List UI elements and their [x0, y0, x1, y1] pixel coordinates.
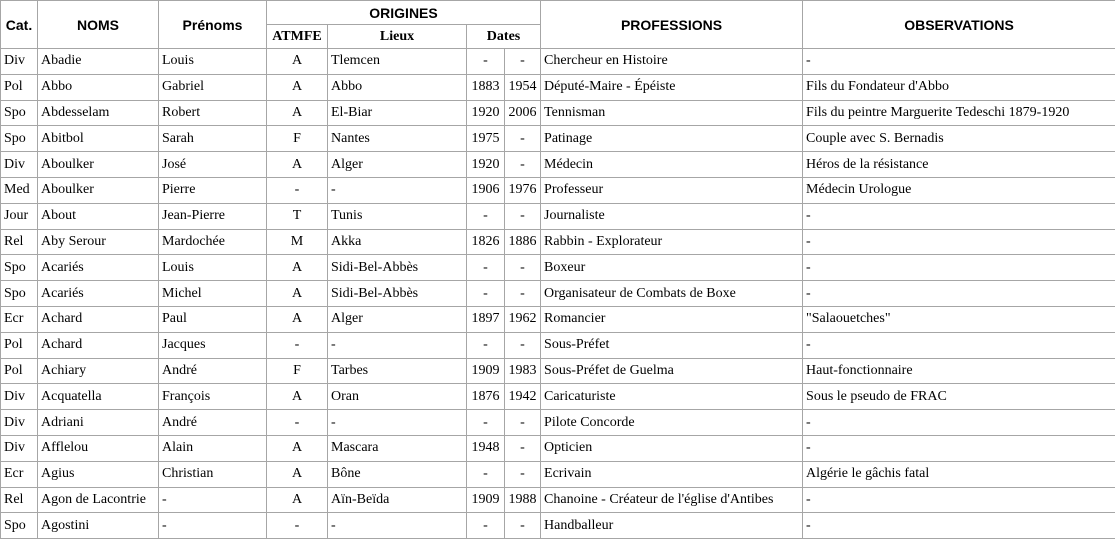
- table-row: [1, 152, 1115, 178]
- cell-prenom: -: [159, 513, 267, 539]
- cell-prenom: Michel: [159, 281, 267, 307]
- cell-date-end: -: [505, 513, 541, 539]
- cell-atmfe: T: [267, 203, 328, 229]
- cell-lieu: Alger: [328, 306, 467, 332]
- cell-prenom: Gabriel: [159, 74, 267, 100]
- header-cat: Cat.: [1, 1, 38, 49]
- cell-nom: Abadie: [38, 49, 159, 75]
- cell-prenom: Louis: [159, 49, 267, 75]
- cell-atmfe: F: [267, 126, 328, 152]
- cell-prenom: André: [159, 358, 267, 384]
- cell-nom: Abbo: [38, 74, 159, 100]
- cell-cat: Div: [1, 410, 38, 436]
- table-row: [1, 358, 1115, 384]
- cell-atmfe: -: [267, 513, 328, 539]
- cell-cat: Spo: [1, 513, 38, 539]
- cell-atmfe: A: [267, 255, 328, 281]
- table-row: [1, 74, 1115, 100]
- table-body: [1, 49, 1115, 539]
- cell-date-end: 1886: [505, 229, 541, 255]
- cell-cat: Ecr: [1, 306, 38, 332]
- cell-date-start: -: [467, 281, 505, 307]
- table-row: [1, 100, 1115, 126]
- cell-profession: Sous-Préfet de Guelma: [541, 358, 803, 384]
- cell-lieu: Sidi-Bel-Abbès: [328, 281, 467, 307]
- cell-prenom: Mardochée: [159, 229, 267, 255]
- table-row: [1, 384, 1115, 410]
- cell-date-end: -: [505, 281, 541, 307]
- header-row: [1, 1, 1115, 25]
- cell-atmfe: A: [267, 487, 328, 513]
- cell-date-end: -: [505, 126, 541, 152]
- cell-date-start: -: [467, 461, 505, 487]
- cell-observation: Haut-fonctionnaire: [803, 358, 1115, 384]
- header-observations: OBSERVATIONS: [803, 1, 1115, 49]
- cell-date-start: -: [467, 203, 505, 229]
- cell-observation: -: [803, 332, 1115, 358]
- cell-profession: Boxeur: [541, 255, 803, 281]
- cell-observation: Héros de la résistance: [803, 152, 1115, 178]
- cell-prenom: François: [159, 384, 267, 410]
- cell-observation: Médecin Urologue: [803, 177, 1115, 203]
- table-row: [1, 49, 1115, 75]
- cell-lieu: Bône: [328, 461, 467, 487]
- cell-atmfe: A: [267, 74, 328, 100]
- cell-nom: Aboulker: [38, 152, 159, 178]
- cell-observation: Algérie le gâchis fatal: [803, 461, 1115, 487]
- cell-nom: Acariés: [38, 281, 159, 307]
- cell-nom: Achiary: [38, 358, 159, 384]
- cell-profession: Chercheur en Histoire: [541, 49, 803, 75]
- table-row: [1, 513, 1115, 539]
- cell-profession: Professeur: [541, 177, 803, 203]
- cell-date-start: -: [467, 332, 505, 358]
- cell-nom: Achard: [38, 306, 159, 332]
- cell-profession: Journaliste: [541, 203, 803, 229]
- cell-nom: Agostini: [38, 513, 159, 539]
- cell-cat: Div: [1, 384, 38, 410]
- cell-date-end: 1962: [505, 306, 541, 332]
- cell-date-start: 1920: [467, 100, 505, 126]
- cell-atmfe: A: [267, 152, 328, 178]
- cell-lieu: Alger: [328, 152, 467, 178]
- cell-date-end: -: [505, 152, 541, 178]
- cell-date-start: 1948: [467, 435, 505, 461]
- cell-profession: Ecrivain: [541, 461, 803, 487]
- cell-atmfe: A: [267, 281, 328, 307]
- cell-nom: About: [38, 203, 159, 229]
- header-origines: ORIGINES: [267, 1, 541, 25]
- cell-date-end: -: [505, 332, 541, 358]
- cell-lieu: El-Biar: [328, 100, 467, 126]
- cell-atmfe: -: [267, 177, 328, 203]
- cell-profession: Député-Maire - Épéiste: [541, 74, 803, 100]
- cell-cat: Ecr: [1, 461, 38, 487]
- table-row: [1, 229, 1115, 255]
- cell-profession: Patinage: [541, 126, 803, 152]
- cell-lieu: Nantes: [328, 126, 467, 152]
- header-lieux: Lieux: [328, 25, 467, 49]
- cell-atmfe: A: [267, 435, 328, 461]
- cell-date-start: -: [467, 410, 505, 436]
- cell-cat: Jour: [1, 203, 38, 229]
- cell-date-start: 1975: [467, 126, 505, 152]
- cell-atmfe: A: [267, 100, 328, 126]
- cell-prenom: José: [159, 152, 267, 178]
- cell-observation: -: [803, 49, 1115, 75]
- cell-nom: Agius: [38, 461, 159, 487]
- cell-date-end: -: [505, 255, 541, 281]
- cell-lieu: Abbo: [328, 74, 467, 100]
- cell-nom: Agon de Lacontrie: [38, 487, 159, 513]
- cell-prenom: -: [159, 487, 267, 513]
- cell-atmfe: -: [267, 332, 328, 358]
- cell-observation: -: [803, 410, 1115, 436]
- cell-lieu: Tarbes: [328, 358, 467, 384]
- cell-date-end: 1942: [505, 384, 541, 410]
- cell-date-start: 1920: [467, 152, 505, 178]
- table-row: [1, 203, 1115, 229]
- cell-atmfe: F: [267, 358, 328, 384]
- cell-date-end: 2006: [505, 100, 541, 126]
- cell-profession: Pilote Concorde: [541, 410, 803, 436]
- cell-profession: Caricaturiste: [541, 384, 803, 410]
- cell-date-end: 1954: [505, 74, 541, 100]
- header-dates: Dates: [467, 25, 541, 49]
- cell-prenom: Alain: [159, 435, 267, 461]
- cell-date-start: 1909: [467, 358, 505, 384]
- cell-atmfe: A: [267, 49, 328, 75]
- cell-prenom: Jacques: [159, 332, 267, 358]
- cell-profession: Chanoine - Créateur de l'église d'Antibes: [541, 487, 803, 513]
- header-noms: NOMS: [38, 1, 159, 49]
- cell-prenom: André: [159, 410, 267, 436]
- cell-cat: Pol: [1, 332, 38, 358]
- cell-cat: Rel: [1, 487, 38, 513]
- cell-observation: Couple avec S. Bernadis: [803, 126, 1115, 152]
- table-row: [1, 255, 1115, 281]
- table-row: [1, 306, 1115, 332]
- cell-date-start: 1906: [467, 177, 505, 203]
- cell-prenom: Paul: [159, 306, 267, 332]
- cell-date-start: 1876: [467, 384, 505, 410]
- cell-observation: Fils du Fondateur d'Abbo: [803, 74, 1115, 100]
- cell-observation: -: [803, 487, 1115, 513]
- cell-date-end: -: [505, 461, 541, 487]
- cell-cat: Spo: [1, 126, 38, 152]
- cell-date-end: 1988: [505, 487, 541, 513]
- cell-date-start: -: [467, 513, 505, 539]
- cell-observation: "Salaouetches": [803, 306, 1115, 332]
- cell-profession: Sous-Préfet: [541, 332, 803, 358]
- cell-observation: -: [803, 203, 1115, 229]
- cell-cat: Rel: [1, 229, 38, 255]
- cell-cat: Div: [1, 435, 38, 461]
- cell-observation: -: [803, 229, 1115, 255]
- cell-observation: -: [803, 435, 1115, 461]
- cell-nom: Acariés: [38, 255, 159, 281]
- cell-cat: Spo: [1, 255, 38, 281]
- cell-nom: Aboulker: [38, 177, 159, 203]
- cell-nom: Achard: [38, 332, 159, 358]
- cell-lieu: -: [328, 410, 467, 436]
- cell-date-end: -: [505, 49, 541, 75]
- header-atmfe: ATMFE: [267, 25, 328, 49]
- cell-nom: Acquatella: [38, 384, 159, 410]
- cell-date-end: 1976: [505, 177, 541, 203]
- cell-lieu: -: [328, 513, 467, 539]
- cell-nom: Abdesselam: [38, 100, 159, 126]
- cell-prenom: Pierre: [159, 177, 267, 203]
- cell-atmfe: A: [267, 384, 328, 410]
- cell-date-start: 1883: [467, 74, 505, 100]
- cell-lieu: Tlemcen: [328, 49, 467, 75]
- cell-observation: Fils du peintre Marguerite Tedeschi 1879-1920: [803, 100, 1115, 126]
- cell-lieu: Mascara: [328, 435, 467, 461]
- cell-observation: -: [803, 513, 1115, 539]
- cell-lieu: Tunis: [328, 203, 467, 229]
- cell-profession: Opticien: [541, 435, 803, 461]
- cell-lieu: Aïn-Beïda: [328, 487, 467, 513]
- cell-profession: Tennisman: [541, 100, 803, 126]
- table-row: [1, 332, 1115, 358]
- cell-lieu: Oran: [328, 384, 467, 410]
- cell-prenom: Christian: [159, 461, 267, 487]
- table-row: [1, 281, 1115, 307]
- cell-lieu: -: [328, 177, 467, 203]
- cell-observation: -: [803, 255, 1115, 281]
- cell-cat: Med: [1, 177, 38, 203]
- cell-prenom: Sarah: [159, 126, 267, 152]
- cell-lieu: Akka: [328, 229, 467, 255]
- cell-date-end: -: [505, 203, 541, 229]
- table-row: [1, 435, 1115, 461]
- cell-lieu: -: [328, 332, 467, 358]
- cell-observation: -: [803, 281, 1115, 307]
- table-row: [1, 487, 1115, 513]
- cell-profession: Médecin: [541, 152, 803, 178]
- cell-nom: Aby Serour: [38, 229, 159, 255]
- cell-cat: Pol: [1, 358, 38, 384]
- cell-nom: Abitbol: [38, 126, 159, 152]
- cell-nom: Adriani: [38, 410, 159, 436]
- cell-date-end: -: [505, 435, 541, 461]
- cell-profession: Organisateur de Combats de Boxe: [541, 281, 803, 307]
- cell-date-start: -: [467, 49, 505, 75]
- cell-cat: Div: [1, 152, 38, 178]
- table-row: [1, 461, 1115, 487]
- cell-atmfe: A: [267, 306, 328, 332]
- cell-cat: Div: [1, 49, 38, 75]
- cell-prenom: Louis: [159, 255, 267, 281]
- cell-atmfe: -: [267, 410, 328, 436]
- cell-date-start: 1897: [467, 306, 505, 332]
- cell-cat: Spo: [1, 281, 38, 307]
- header-prenoms: Prénoms: [159, 1, 267, 49]
- cell-observation: Sous le pseudo de FRAC: [803, 384, 1115, 410]
- header-professions: PROFESSIONS: [541, 1, 803, 49]
- cell-prenom: Jean-Pierre: [159, 203, 267, 229]
- cell-date-start: -: [467, 255, 505, 281]
- table-row: [1, 410, 1115, 436]
- cell-profession: Rabbin - Explorateur: [541, 229, 803, 255]
- cell-atmfe: A: [267, 461, 328, 487]
- cell-date-end: 1983: [505, 358, 541, 384]
- cell-prenom: Robert: [159, 100, 267, 126]
- table-row: [1, 126, 1115, 152]
- cell-date-start: 1909: [467, 487, 505, 513]
- cell-profession: Handballeur: [541, 513, 803, 539]
- cell-nom: Afflelou: [38, 435, 159, 461]
- cell-atmfe: M: [267, 229, 328, 255]
- cell-profession: Romancier: [541, 306, 803, 332]
- table-row: [1, 177, 1115, 203]
- cell-lieu: Sidi-Bel-Abbès: [328, 255, 467, 281]
- cell-date-start: 1826: [467, 229, 505, 255]
- cell-cat: Pol: [1, 74, 38, 100]
- cell-cat: Spo: [1, 100, 38, 126]
- cell-date-end: -: [505, 410, 541, 436]
